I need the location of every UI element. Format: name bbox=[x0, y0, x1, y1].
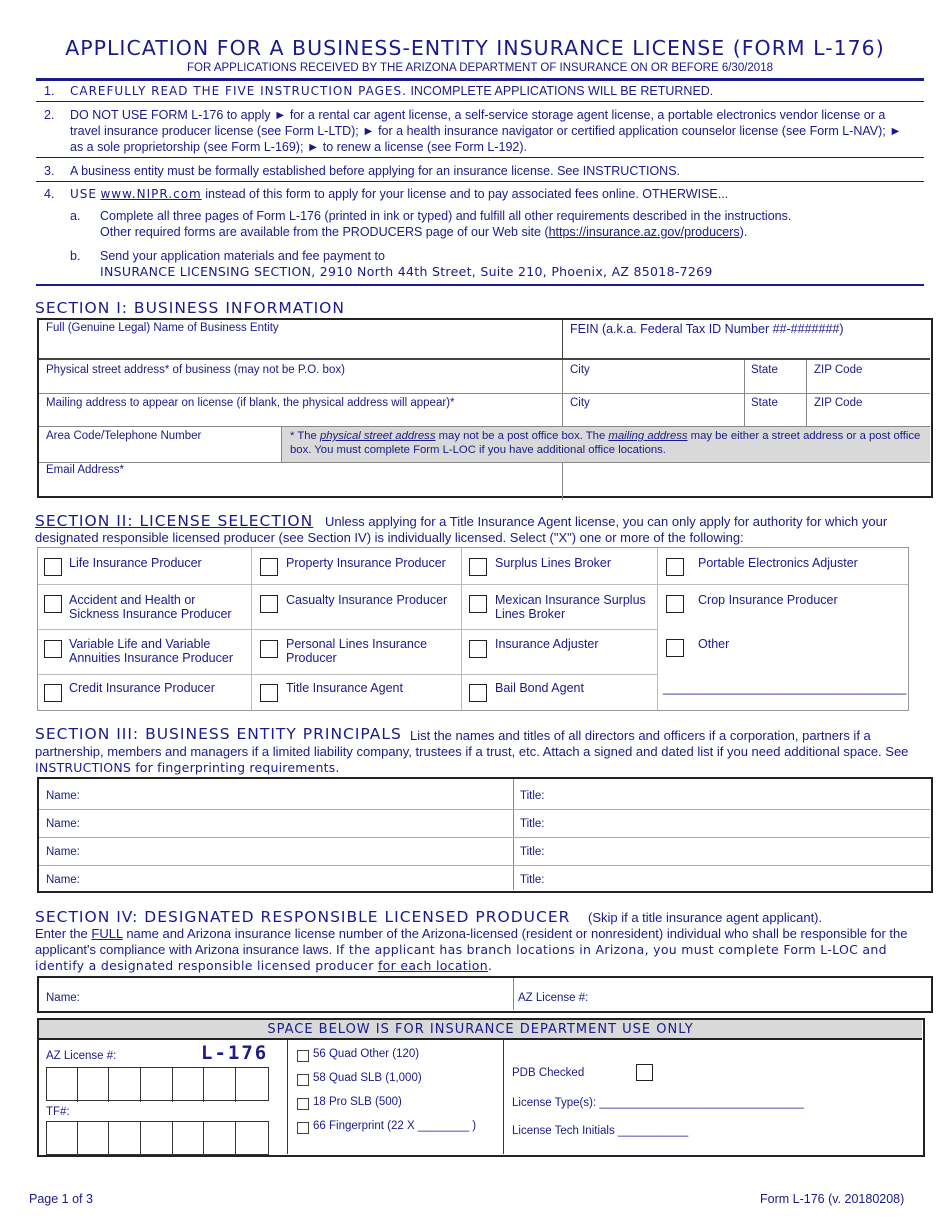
license-types-label[interactable]: License Type(s): ________________________________ bbox=[512, 1097, 805, 1109]
principal-title-label: Title: bbox=[520, 818, 545, 830]
state-label-2: State bbox=[751, 397, 778, 409]
divider bbox=[38, 674, 657, 675]
email-label: Email Address* bbox=[46, 464, 124, 476]
physical-address-label: Physical street address* of business (may not be P.O. box) bbox=[46, 364, 345, 376]
section-1-title: SECTION I: BUSINESS INFORMATION bbox=[35, 299, 345, 317]
divider bbox=[562, 320, 563, 358]
mexican-surplus-lines-checkbox[interactable] bbox=[469, 595, 487, 613]
divider bbox=[39, 865, 930, 866]
accident-health-producer-checkbox[interactable] bbox=[44, 595, 62, 613]
option-label: Accident and Health or Sickness Insurance Producer bbox=[69, 593, 232, 621]
section-2-title: SECTION II: LICENSE SELECTION bbox=[35, 512, 314, 530]
fee-18-label: 18 Pro SLB (500) bbox=[313, 1096, 402, 1108]
option-label: Variable Life and Variable Annuities Insurance Producer bbox=[69, 637, 233, 665]
bail-bond-agent-checkbox[interactable] bbox=[469, 684, 487, 702]
casualty-insurance-producer-checkbox[interactable] bbox=[260, 595, 278, 613]
principal-title-label: Title: bbox=[520, 846, 545, 858]
variable-life-producer-checkbox[interactable] bbox=[44, 640, 62, 658]
section-4-skip: (Skip if a title insurance agent applicant). bbox=[588, 910, 823, 925]
pdb-label: PDB Checked bbox=[512, 1067, 585, 1079]
business-name-label: Full (Genuine Legal) Name of Business Entity bbox=[46, 322, 279, 334]
az-license-label: AZ License #: bbox=[46, 1050, 117, 1062]
divider bbox=[39, 809, 930, 810]
fee-18-checkbox[interactable] bbox=[297, 1098, 309, 1110]
option-label: Insurance Adjuster bbox=[495, 637, 599, 651]
divider bbox=[657, 548, 658, 710]
divider bbox=[38, 629, 657, 630]
producer-license-label: AZ License #: bbox=[518, 992, 589, 1004]
option-label: Portable Electronics Adjuster bbox=[698, 556, 858, 570]
divider bbox=[39, 393, 930, 394]
producer-name-label: Name: bbox=[46, 992, 80, 1004]
section-4-title: SECTION IV: DESIGNATED RESPONSIBLE LICENSED PRODUCER bbox=[35, 908, 571, 926]
form-title: APPLICATION FOR A BUSINESS-ENTITY INSURANCE LICENSE (FORM L-176) bbox=[65, 36, 885, 60]
phone-label: Area Code/Telephone Number bbox=[46, 430, 202, 442]
state-label: State bbox=[751, 364, 778, 376]
portable-electronics-adjuster-checkbox[interactable] bbox=[666, 558, 684, 576]
nipr-link[interactable]: www.NIPR.com bbox=[100, 187, 202, 201]
section-3-title: SECTION III: BUSINESS ENTITY PRINCIPALS bbox=[35, 725, 402, 743]
option-label: Surplus Lines Broker bbox=[495, 556, 612, 570]
principal-name-label: Name: bbox=[46, 846, 80, 858]
insurance-adjuster-checkbox[interactable] bbox=[469, 640, 487, 658]
fee-56-checkbox[interactable] bbox=[297, 1050, 309, 1062]
surplus-lines-broker-checkbox[interactable] bbox=[469, 558, 487, 576]
divider bbox=[38, 584, 908, 585]
fee-66-checkbox[interactable] bbox=[297, 1122, 309, 1134]
crop-insurance-producer-checkbox[interactable] bbox=[666, 595, 684, 613]
property-insurance-producer-checkbox[interactable] bbox=[260, 558, 278, 576]
producers-link[interactable]: https://insurance.az.gov/producers bbox=[548, 225, 740, 239]
header-rule bbox=[36, 78, 924, 81]
option-label: Crop Insurance Producer bbox=[698, 593, 838, 607]
personal-lines-producer-checkbox[interactable] bbox=[260, 640, 278, 658]
option-label: Casualty Insurance Producer bbox=[286, 593, 448, 607]
business-info-box bbox=[37, 318, 933, 498]
az-license-digits[interactable] bbox=[46, 1067, 269, 1101]
option-label: Personal Lines Insurance Producer bbox=[286, 637, 428, 665]
divider bbox=[36, 181, 924, 182]
fee-66-label: 66 Fingerprint (22 X ________ ) bbox=[313, 1120, 477, 1132]
divider bbox=[36, 157, 924, 158]
option-label: Other bbox=[698, 637, 730, 651]
zip-label-2: ZIP Code bbox=[814, 397, 863, 409]
divider bbox=[287, 1040, 288, 1154]
option-label: Title Insurance Agent bbox=[286, 681, 403, 695]
divider bbox=[39, 358, 930, 360]
page-number: Page 1 of 3 bbox=[29, 1192, 93, 1206]
option-label: Property Insurance Producer bbox=[286, 556, 446, 570]
title-insurance-agent-checkbox[interactable] bbox=[260, 684, 278, 702]
principal-title-label: Title: bbox=[520, 874, 545, 886]
principals-table bbox=[37, 777, 933, 893]
zip-label: ZIP Code bbox=[814, 364, 863, 376]
principal-name-label: Name: bbox=[46, 874, 80, 886]
form-stamp: L-176 bbox=[201, 1042, 269, 1064]
option-label: Credit Insurance Producer bbox=[69, 681, 215, 695]
divider bbox=[39, 837, 930, 838]
tf-digits[interactable] bbox=[46, 1121, 269, 1155]
divider bbox=[36, 284, 924, 286]
principal-name-label: Name: bbox=[46, 790, 80, 802]
option-label: Mexican Insurance Surplus Lines Broker bbox=[495, 593, 646, 621]
other-checkbox[interactable] bbox=[666, 639, 684, 657]
principal-title-label: Title: bbox=[520, 790, 545, 802]
tf-label: TF#: bbox=[46, 1106, 70, 1118]
credit-insurance-producer-checkbox[interactable] bbox=[44, 684, 62, 702]
fein-label: FEIN (a.k.a. Federal Tax ID Number ##-#######) bbox=[570, 322, 844, 336]
tech-initials-label[interactable]: License Tech Initials ___________ bbox=[512, 1125, 689, 1137]
divider bbox=[513, 978, 514, 1010]
divider bbox=[36, 101, 924, 102]
office-use-header: SPACE BELOW IS FOR INSURANCE DEPARTMENT USE ONLY bbox=[39, 1020, 922, 1040]
divider bbox=[513, 779, 514, 890]
city-label-2: City bbox=[570, 397, 590, 409]
section-3-intro: List the names and titles of all directors and officers if a corporation, partners if a partnership, members and managers if a limited liability company, trustees if a trust, etc. Attach a signed and dated list if you need additional space. See INSTRUCTIONS for fingerprinting requirements. bbox=[35, 728, 909, 775]
office-use-box bbox=[37, 1018, 925, 1157]
option-label: Bail Bond Agent bbox=[495, 681, 584, 695]
designated-producer-row bbox=[37, 976, 933, 1013]
divider bbox=[39, 462, 930, 463]
other-specify-line[interactable]: ___________________________________ bbox=[663, 681, 907, 695]
option-label: Life Insurance Producer bbox=[69, 556, 202, 570]
fee-58-label: 58 Quad SLB (1,000) bbox=[313, 1072, 422, 1084]
mailing-address-label: Mailing address to appear on license (if blank, the physical address will appear)* bbox=[46, 397, 455, 409]
fee-56-label: 56 Quad Other (120) bbox=[313, 1048, 420, 1060]
principal-name-label: Name: bbox=[46, 818, 80, 830]
divider bbox=[503, 1040, 504, 1154]
section-4-text: Enter the FULL name and Arizona insurance license number of the Arizona-licensed (resident or nonresident) individual who shall be responsible for the applicant's compliance with Arizona insurance laws. If the applicant has branch locations in Arizona, you must complete Form L-LOC and identify a designated responsible licensed producer for each location. bbox=[35, 926, 908, 973]
life-insurance-producer-checkbox[interactable] bbox=[44, 558, 62, 576]
pdb-checkbox[interactable] bbox=[636, 1064, 653, 1081]
address-note: * The physical street address may not be a post office box. The mailing address may be either a street address or a post office box. You must complete Form L-LOC if you have additional office locations. bbox=[281, 427, 930, 462]
form-version: Form L-176 (v. 20180208) bbox=[760, 1192, 905, 1206]
section-2-intro: Unless applying for a Title Insurance Agent license, you can only apply for authority for which your designated responsible licensed producer (see Section IV) is individually licensed. Select ("X") one or more of the following: bbox=[35, 514, 888, 545]
city-label: City bbox=[570, 364, 590, 376]
fee-58-checkbox[interactable] bbox=[297, 1074, 309, 1086]
form-subtitle: FOR APPLICATIONS RECEIVED BY THE ARIZONA DEPARTMENT OF INSURANCE ON OR BEFORE 6/30/2018 bbox=[186, 62, 773, 74]
license-selection-grid bbox=[37, 547, 909, 711]
